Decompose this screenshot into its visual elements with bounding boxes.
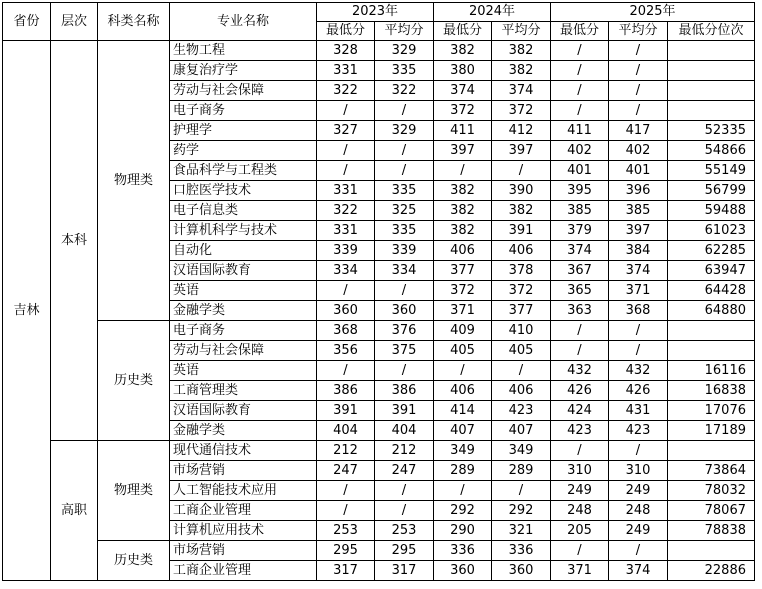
avg-2023-cell: 322 — [375, 81, 434, 101]
avg-2025-cell: 374 — [609, 261, 668, 281]
major-cell: 自动化 — [170, 241, 317, 261]
avg-2023-cell: 339 — [375, 241, 434, 261]
min-2025-cell: 424 — [551, 401, 609, 421]
header-avg-2023: 平均分 — [375, 22, 434, 41]
avg-2023-cell: / — [375, 101, 434, 121]
avg-2024-cell: 410 — [492, 321, 551, 341]
min-2025-cell: 310 — [551, 461, 609, 481]
min-2025-cell: / — [551, 101, 609, 121]
min-2024-cell: 382 — [434, 201, 492, 221]
major-cell: 英语 — [170, 281, 317, 301]
avg-2024-cell: / — [492, 481, 551, 501]
avg-2024-cell: 349 — [492, 441, 551, 461]
min-2023-cell: 391 — [317, 401, 375, 421]
table-body — [3, 41, 755, 581]
major-cell: 劳动与社会保障 — [170, 341, 317, 361]
min-2025-cell: 395 — [551, 181, 609, 201]
avg-2023-cell: 212 — [375, 441, 434, 461]
min-2024-cell: 409 — [434, 321, 492, 341]
header-min-2025: 最低分 — [551, 22, 609, 41]
avg-2025-cell: 249 — [609, 481, 668, 501]
avg-2024-cell: 378 — [492, 261, 551, 281]
major-cell: 电子信息类 — [170, 201, 317, 221]
avg-2024-cell: 292 — [492, 501, 551, 521]
min-2024-cell: / — [434, 361, 492, 381]
rank-2025-cell: 16116 — [668, 361, 755, 381]
min-2025-cell: / — [551, 441, 609, 461]
header-min-2024: 最低分 — [434, 22, 492, 41]
rank-2025-cell: 78032 — [668, 481, 755, 501]
avg-2024-cell: 391 — [492, 221, 551, 241]
avg-2024-cell: 382 — [492, 41, 551, 61]
major-cell: 康复治疗学 — [170, 61, 317, 81]
avg-2025-cell: 396 — [609, 181, 668, 201]
min-2024-cell: 382 — [434, 181, 492, 201]
major-cell: 工商管理类 — [170, 381, 317, 401]
min-2025-cell: 432 — [551, 361, 609, 381]
rank-2025-cell: 56799 — [668, 181, 755, 201]
header-avg-2025: 平均分 — [609, 22, 668, 41]
min-2023-cell: / — [317, 361, 375, 381]
major-cell: 计算机科学与技术 — [170, 221, 317, 241]
min-2024-cell: 371 — [434, 301, 492, 321]
rank-2025-cell: 17076 — [668, 401, 755, 421]
avg-2025-cell: 374 — [609, 561, 668, 581]
avg-2023-cell: 335 — [375, 221, 434, 241]
rank-2025-cell — [668, 41, 755, 61]
rank-2025-cell: 63947 — [668, 261, 755, 281]
avg-2025-cell: / — [609, 61, 668, 81]
avg-2024-cell: 406 — [492, 381, 551, 401]
min-2025-cell: 401 — [551, 161, 609, 181]
min-2024-cell: 382 — [434, 221, 492, 241]
rank-2025-cell — [668, 341, 755, 361]
avg-2025-cell: 401 — [609, 161, 668, 181]
major-cell: 电子商务 — [170, 321, 317, 341]
min-2025-cell: / — [551, 321, 609, 341]
avg-2023-cell: 295 — [375, 541, 434, 561]
category-cell: 物理类 — [98, 441, 170, 541]
min-2025-cell: 411 — [551, 121, 609, 141]
min-2024-cell: 372 — [434, 101, 492, 121]
table-row — [3, 541, 755, 561]
avg-2023-cell: / — [375, 481, 434, 501]
major-cell: 英语 — [170, 361, 317, 381]
avg-2024-cell: 397 — [492, 141, 551, 161]
major-cell: 人工智能技术应用 — [170, 481, 317, 501]
min-2023-cell: 331 — [317, 181, 375, 201]
avg-2024-cell: 360 — [492, 561, 551, 581]
rank-2025-cell: 78067 — [668, 501, 755, 521]
min-2025-cell: 426 — [551, 381, 609, 401]
min-2025-cell: 249 — [551, 481, 609, 501]
rank-2025-cell: 59488 — [668, 201, 755, 221]
rank-2025-cell: 64428 — [668, 281, 755, 301]
rank-2025-cell: 55149 — [668, 161, 755, 181]
avg-2023-cell: / — [375, 161, 434, 181]
major-cell: 生物工程 — [170, 41, 317, 61]
min-2023-cell: 322 — [317, 201, 375, 221]
major-cell: 金融学类 — [170, 421, 317, 441]
major-cell: 护理学 — [170, 121, 317, 141]
min-2023-cell: 295 — [317, 541, 375, 561]
min-2023-cell: 334 — [317, 261, 375, 281]
avg-2025-cell: 402 — [609, 141, 668, 161]
avg-2023-cell: 335 — [375, 181, 434, 201]
rank-2025-cell: 22886 — [668, 561, 755, 581]
avg-2023-cell: / — [375, 501, 434, 521]
avg-2023-cell: 376 — [375, 321, 434, 341]
avg-2023-cell: 325 — [375, 201, 434, 221]
min-2025-cell: / — [551, 341, 609, 361]
min-2024-cell: 349 — [434, 441, 492, 461]
major-cell: 汉语国际教育 — [170, 401, 317, 421]
avg-2023-cell: / — [375, 361, 434, 381]
header-year-2025: 2025年 — [551, 3, 755, 22]
rank-2025-cell — [668, 441, 755, 461]
major-cell: 计算机应用技术 — [170, 521, 317, 541]
min-2024-cell: 411 — [434, 121, 492, 141]
avg-2025-cell: 432 — [609, 361, 668, 381]
rank-2025-cell: 64880 — [668, 301, 755, 321]
category-cell: 历史类 — [98, 321, 170, 441]
min-2025-cell: 402 — [551, 141, 609, 161]
header-category: 科类名称 — [98, 3, 170, 41]
min-2023-cell: / — [317, 161, 375, 181]
avg-2025-cell: 371 — [609, 281, 668, 301]
min-2023-cell: 253 — [317, 521, 375, 541]
level-cell: 高职 — [51, 441, 98, 581]
category-cell: 历史类 — [98, 541, 170, 581]
avg-2025-cell: 431 — [609, 401, 668, 421]
avg-2024-cell: 336 — [492, 541, 551, 561]
avg-2025-cell: 249 — [609, 521, 668, 541]
avg-2025-cell: / — [609, 541, 668, 561]
avg-2025-cell: 426 — [609, 381, 668, 401]
min-2023-cell: 368 — [317, 321, 375, 341]
min-2024-cell: 290 — [434, 521, 492, 541]
avg-2024-cell: 372 — [492, 101, 551, 121]
min-2023-cell: / — [317, 141, 375, 161]
table-row — [3, 321, 755, 341]
avg-2025-cell: / — [609, 101, 668, 121]
rank-2025-cell: 16838 — [668, 381, 755, 401]
min-2025-cell: 205 — [551, 521, 609, 541]
rank-2025-cell: 52335 — [668, 121, 755, 141]
rank-2025-cell — [668, 101, 755, 121]
avg-2025-cell: / — [609, 81, 668, 101]
avg-2024-cell: 412 — [492, 121, 551, 141]
min-2025-cell: 363 — [551, 301, 609, 321]
category-cell: 物理类 — [98, 41, 170, 321]
min-2023-cell: 247 — [317, 461, 375, 481]
avg-2025-cell: 423 — [609, 421, 668, 441]
min-2025-cell: 367 — [551, 261, 609, 281]
min-2023-cell: 360 — [317, 301, 375, 321]
min-2023-cell: 331 — [317, 221, 375, 241]
avg-2024-cell: 372 — [492, 281, 551, 301]
avg-2024-cell: 405 — [492, 341, 551, 361]
avg-2023-cell: 391 — [375, 401, 434, 421]
avg-2023-cell: 329 — [375, 41, 434, 61]
avg-2025-cell: 384 — [609, 241, 668, 261]
avg-2025-cell: 417 — [609, 121, 668, 141]
rank-2025-cell: 54866 — [668, 141, 755, 161]
avg-2025-cell: / — [609, 441, 668, 461]
min-2023-cell: 386 — [317, 381, 375, 401]
major-cell: 电子商务 — [170, 101, 317, 121]
min-2024-cell: / — [434, 161, 492, 181]
table-header — [3, 3, 755, 41]
admission-scores-table — [2, 2, 755, 581]
avg-2023-cell: / — [375, 141, 434, 161]
min-2023-cell: 328 — [317, 41, 375, 61]
min-2024-cell: 292 — [434, 501, 492, 521]
major-cell: 食品科学与工程类 — [170, 161, 317, 181]
avg-2023-cell: 335 — [375, 61, 434, 81]
avg-2023-cell: 329 — [375, 121, 434, 141]
avg-2025-cell: 397 — [609, 221, 668, 241]
min-2025-cell: 379 — [551, 221, 609, 241]
avg-2023-cell: 334 — [375, 261, 434, 281]
min-2023-cell: / — [317, 101, 375, 121]
avg-2024-cell: 321 — [492, 521, 551, 541]
avg-2024-cell: 289 — [492, 461, 551, 481]
avg-2024-cell: 377 — [492, 301, 551, 321]
min-2024-cell: 336 — [434, 541, 492, 561]
min-2023-cell: / — [317, 481, 375, 501]
min-2024-cell: 406 — [434, 381, 492, 401]
major-cell: 药学 — [170, 141, 317, 161]
min-2023-cell: 404 — [317, 421, 375, 441]
avg-2024-cell: 382 — [492, 61, 551, 81]
rank-2025-cell: 61023 — [668, 221, 755, 241]
avg-2025-cell: 248 — [609, 501, 668, 521]
major-cell: 工商企业管理 — [170, 561, 317, 581]
avg-2025-cell: / — [609, 341, 668, 361]
min-2023-cell: 331 — [317, 61, 375, 81]
major-cell: 劳动与社会保障 — [170, 81, 317, 101]
header-province: 省份 — [3, 3, 51, 41]
major-cell: 金融学类 — [170, 301, 317, 321]
min-2025-cell: 374 — [551, 241, 609, 261]
rank-2025-cell — [668, 61, 755, 81]
header-year-2023: 2023年 — [317, 3, 434, 22]
avg-2023-cell: 253 — [375, 521, 434, 541]
rank-2025-cell — [668, 321, 755, 341]
table-row — [3, 441, 755, 461]
min-2025-cell: / — [551, 61, 609, 81]
min-2025-cell: 371 — [551, 561, 609, 581]
min-2023-cell: 212 — [317, 441, 375, 461]
major-cell: 现代通信技术 — [170, 441, 317, 461]
min-2023-cell: 317 — [317, 561, 375, 581]
min-2024-cell: 397 — [434, 141, 492, 161]
avg-2024-cell: 374 — [492, 81, 551, 101]
avg-2024-cell: / — [492, 361, 551, 381]
major-cell: 汉语国际教育 — [170, 261, 317, 281]
rank-2025-cell — [668, 81, 755, 101]
min-2024-cell: 382 — [434, 41, 492, 61]
min-2025-cell: / — [551, 541, 609, 561]
min-2023-cell: 322 — [317, 81, 375, 101]
min-2023-cell: / — [317, 501, 375, 521]
avg-2025-cell: 385 — [609, 201, 668, 221]
avg-2024-cell: / — [492, 161, 551, 181]
level-cell: 本科 — [51, 41, 98, 441]
min-2023-cell: 327 — [317, 121, 375, 141]
avg-2024-cell: 390 — [492, 181, 551, 201]
min-2024-cell: 407 — [434, 421, 492, 441]
min-2023-cell: 339 — [317, 241, 375, 261]
avg-2023-cell: 247 — [375, 461, 434, 481]
min-2024-cell: 374 — [434, 81, 492, 101]
rank-2025-cell — [668, 541, 755, 561]
avg-2025-cell: / — [609, 321, 668, 341]
avg-2023-cell: 360 — [375, 301, 434, 321]
avg-2024-cell: 406 — [492, 241, 551, 261]
avg-2023-cell: 317 — [375, 561, 434, 581]
avg-2025-cell: 368 — [609, 301, 668, 321]
header-min-2023: 最低分 — [317, 22, 375, 41]
header-avg-2024: 平均分 — [492, 22, 551, 41]
min-2024-cell: 380 — [434, 61, 492, 81]
header-major: 专业名称 — [170, 3, 317, 41]
min-2023-cell: 356 — [317, 341, 375, 361]
avg-2024-cell: 407 — [492, 421, 551, 441]
avg-2024-cell: 423 — [492, 401, 551, 421]
min-2025-cell: / — [551, 81, 609, 101]
min-2024-cell: 289 — [434, 461, 492, 481]
province-cell: 吉林 — [3, 41, 51, 581]
min-2024-cell: 377 — [434, 261, 492, 281]
header-rank-2025: 最低分位次 — [668, 22, 755, 41]
min-2025-cell: 423 — [551, 421, 609, 441]
avg-2023-cell: 375 — [375, 341, 434, 361]
major-cell: 市场营销 — [170, 541, 317, 561]
rank-2025-cell: 78838 — [668, 521, 755, 541]
avg-2025-cell: 310 — [609, 461, 668, 481]
min-2025-cell: 365 — [551, 281, 609, 301]
min-2025-cell: 385 — [551, 201, 609, 221]
avg-2024-cell: 382 — [492, 201, 551, 221]
min-2024-cell: 372 — [434, 281, 492, 301]
header-year-2024: 2024年 — [434, 3, 551, 22]
min-2023-cell: / — [317, 281, 375, 301]
min-2024-cell: 414 — [434, 401, 492, 421]
min-2024-cell: / — [434, 481, 492, 501]
major-cell: 口腔医学技术 — [170, 181, 317, 201]
header-level: 层次 — [51, 3, 98, 41]
avg-2023-cell: 404 — [375, 421, 434, 441]
rank-2025-cell: 62285 — [668, 241, 755, 261]
min-2024-cell: 406 — [434, 241, 492, 261]
major-cell: 市场营销 — [170, 461, 317, 481]
rank-2025-cell: 17189 — [668, 421, 755, 441]
avg-2023-cell: 386 — [375, 381, 434, 401]
table-row — [3, 41, 755, 61]
avg-2023-cell: / — [375, 281, 434, 301]
rank-2025-cell: 73864 — [668, 461, 755, 481]
major-cell: 工商企业管理 — [170, 501, 317, 521]
min-2025-cell: 248 — [551, 501, 609, 521]
min-2024-cell: 360 — [434, 561, 492, 581]
min-2024-cell: 405 — [434, 341, 492, 361]
avg-2025-cell: / — [609, 41, 668, 61]
min-2025-cell: / — [551, 41, 609, 61]
